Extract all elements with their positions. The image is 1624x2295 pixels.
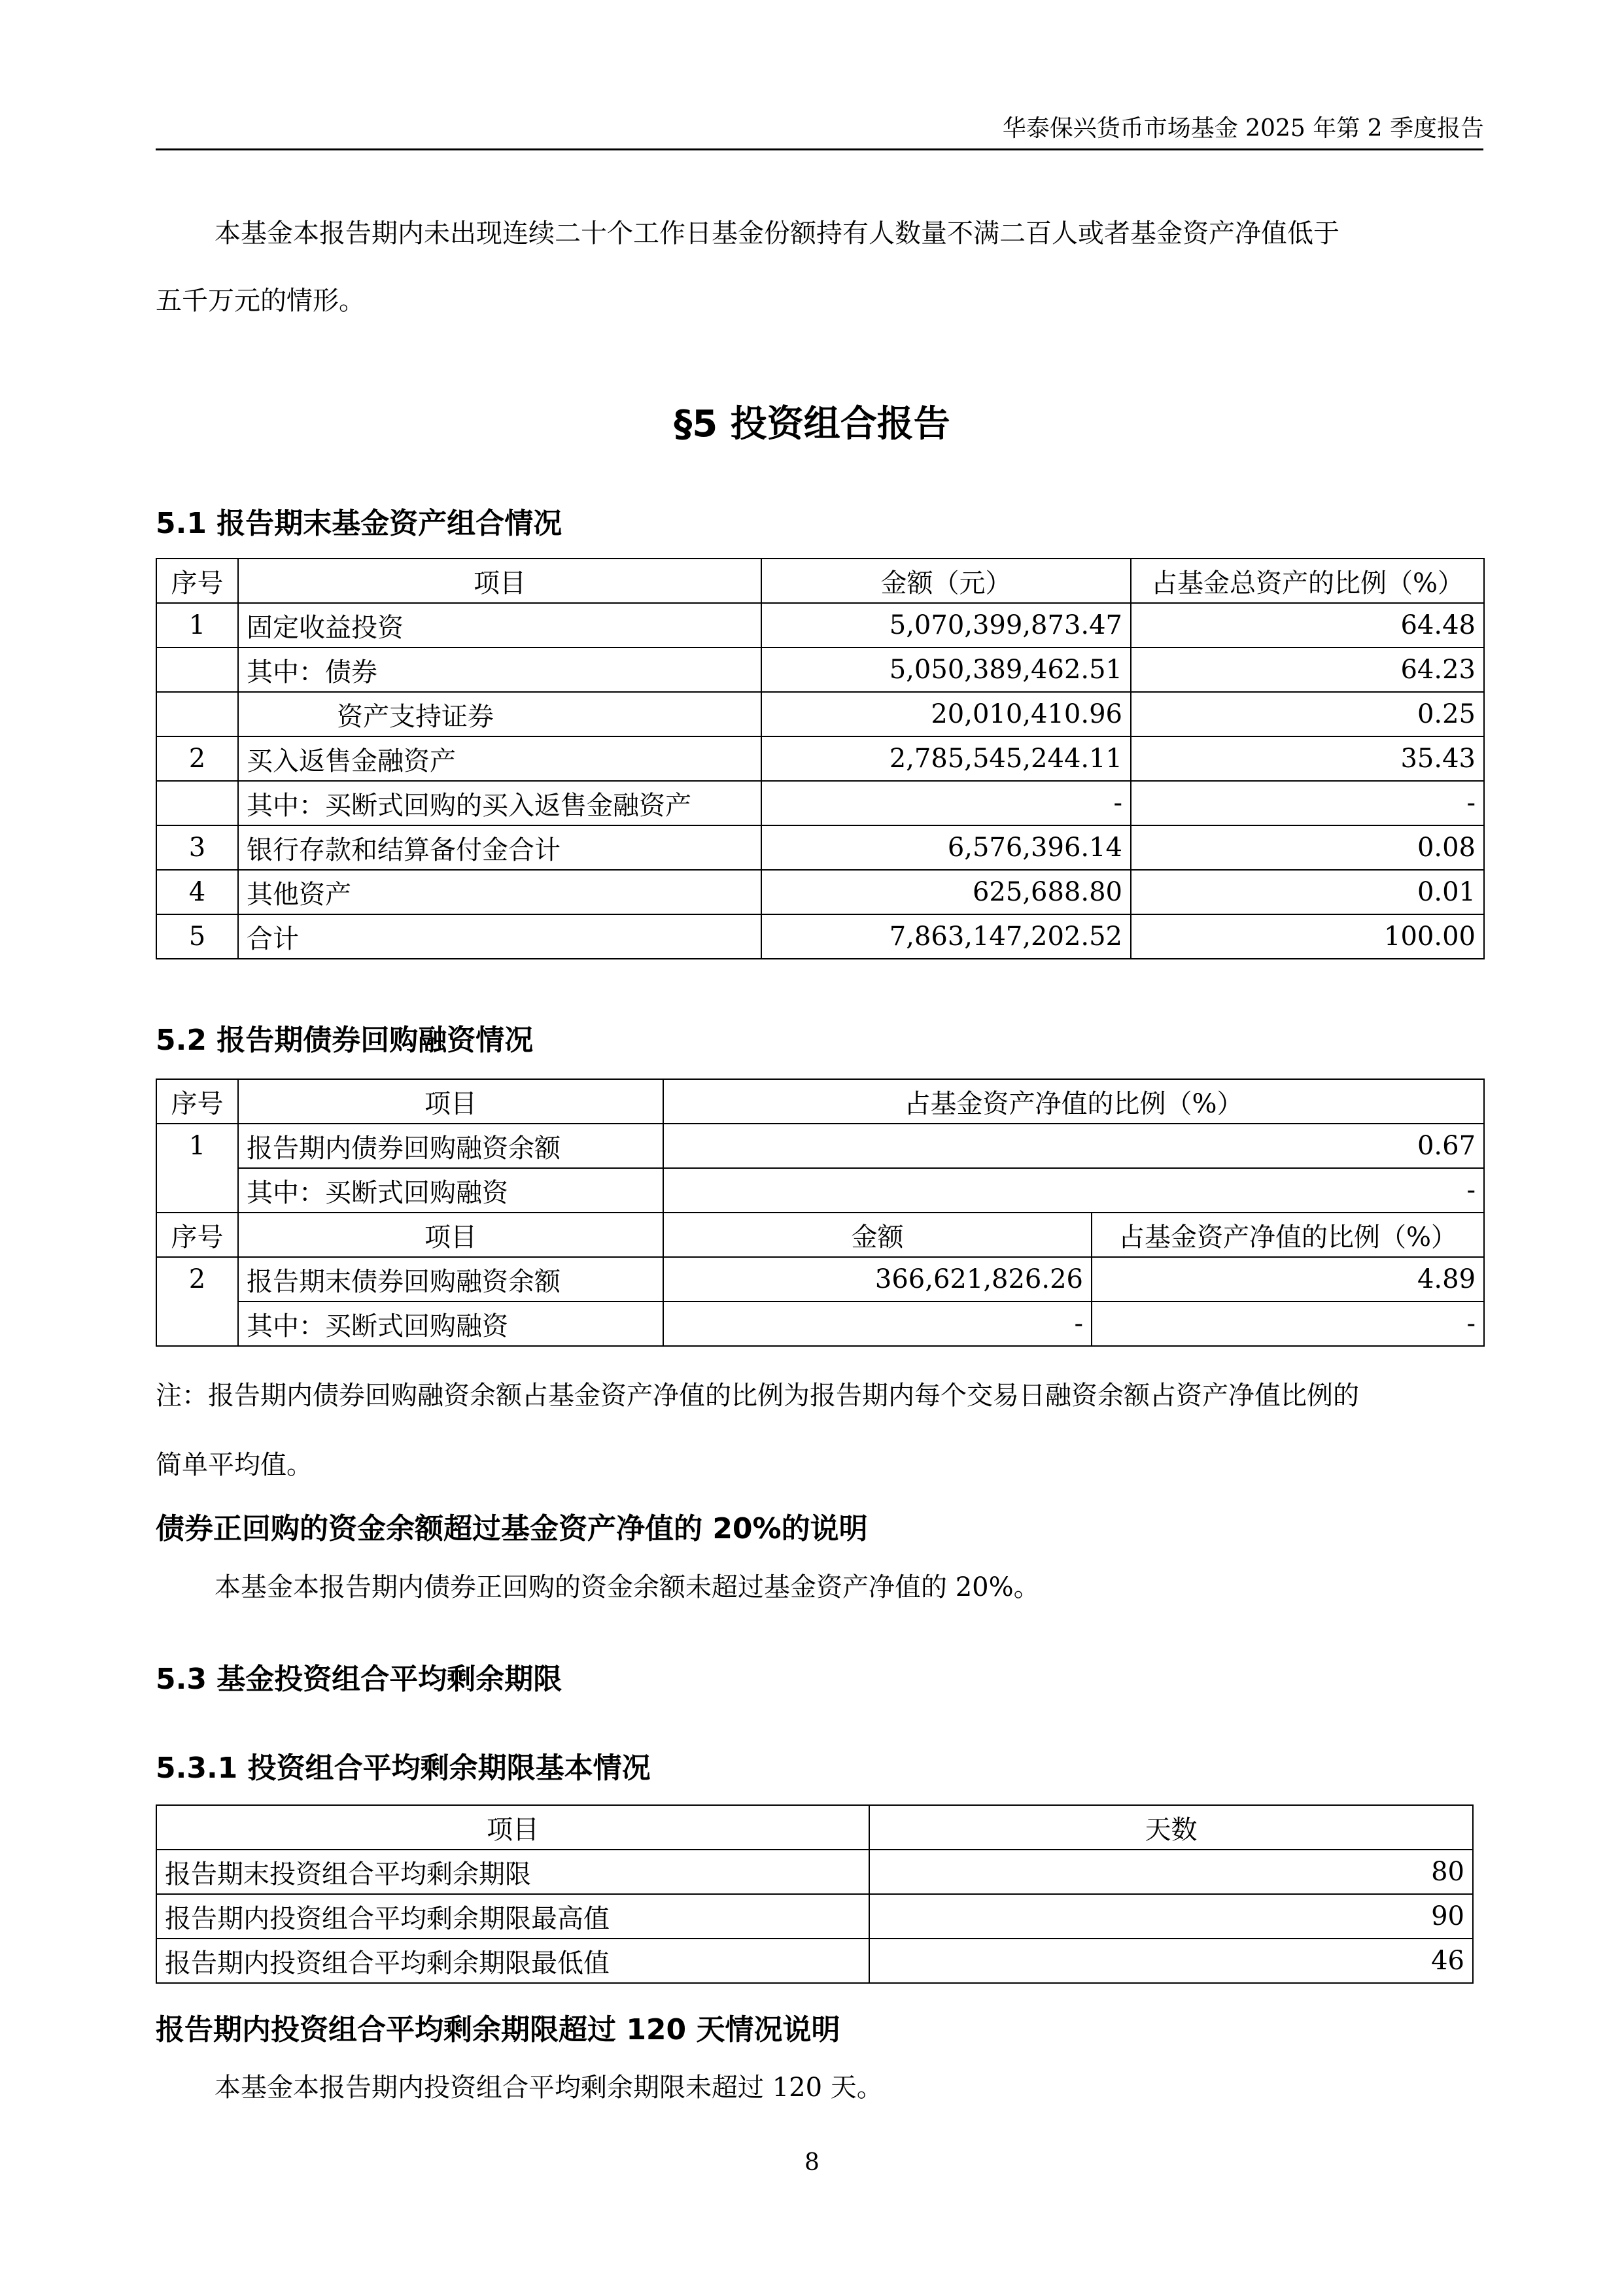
row-item: 其中：买断式回购融资 [238, 1302, 663, 1346]
asset-allocation-table [156, 558, 1485, 959]
row-item: 报告期内投资组合平均剩余期限最高值 [156, 1894, 869, 1939]
chapter-title: §5 投资组合报告 [674, 403, 950, 445]
row-item: 报告期内投资组合平均剩余期限最低值 [156, 1939, 869, 1983]
repo-explain-text: 本基金本报告期内债券正回购的资金余额未超过基金资产净值的 20%。 [215, 1572, 1040, 1602]
row-amount: 5,070,399,873.47 [761, 603, 1131, 647]
maturity-explain-text: 本基金本报告期内投资组合平均剩余期限未超过 120 天。 [215, 2073, 883, 2103]
col-header-item: 项目 [238, 559, 761, 603]
table-row [156, 1302, 1484, 1346]
col-header-no: 序号 [156, 559, 238, 603]
row-item: 银行存款和结算备付金合计 [238, 825, 761, 870]
table-row [156, 1257, 1484, 1302]
repo-financing-table [156, 1078, 1485, 1347]
row-amount: 7,863,147,202.52 [761, 914, 1131, 959]
table-row [156, 692, 1484, 736]
table-row [156, 914, 1484, 959]
row-item: 其中：买断式回购的买入返售金融资产 [238, 781, 761, 825]
table-header-row [156, 1079, 1484, 1124]
col-header-amount: 金额（元） [761, 559, 1131, 603]
row-no: 4 [156, 870, 238, 914]
row-amount: 625,688.80 [761, 870, 1131, 914]
section-5-1-heading: 5.1 报告期末基金资产组合情况 [156, 507, 562, 540]
row-amount: 6,576,396.14 [761, 825, 1131, 870]
row-no: 2 [156, 1257, 238, 1346]
row-item: 资产支持证券 [238, 692, 761, 736]
note-line-1: 注：报告期内债券回购融资余额占基金资产净值的比例为报告期内每个交易日融资余额占资产净值比例的 [156, 1381, 1359, 1411]
row-item: 报告期末债券回购融资余额 [238, 1257, 663, 1302]
row-item: 其他资产 [238, 870, 761, 914]
row-no: 1 [156, 1124, 238, 1213]
row-amount: 5,050,389,462.51 [761, 647, 1131, 692]
row-ratio: - [663, 1168, 1484, 1213]
row-amount: 366,621,826.26 [663, 1257, 1092, 1302]
row-ratio: - [1131, 781, 1484, 825]
row-days: 80 [869, 1850, 1473, 1894]
row-ratio: 64.48 [1131, 603, 1484, 647]
intro-line-2: 五千万元的情形。 [156, 286, 365, 316]
repo-explain-heading: 债券正回购的资金余额超过基金资产净值的 20%的说明 [156, 1512, 868, 1545]
table-header-row [156, 1213, 1484, 1257]
table-header-row [156, 559, 1484, 603]
row-no: 5 [156, 914, 238, 959]
row-no [156, 647, 238, 692]
table-row [156, 736, 1484, 781]
col-header-item: 项目 [156, 1805, 869, 1850]
row-ratio: 35.43 [1131, 736, 1484, 781]
col-header-ratio: 占基金总资产的比例（%） [1131, 559, 1484, 603]
col-header-item: 项目 [238, 1079, 663, 1124]
col-header-days: 天数 [869, 1805, 1473, 1850]
row-item: 合计 [238, 914, 761, 959]
row-ratio: 4.89 [1092, 1257, 1484, 1302]
row-item: 买入返售金融资产 [238, 736, 761, 781]
row-ratio: 100.00 [1131, 914, 1484, 959]
row-item: 报告期内债券回购融资余额 [238, 1124, 663, 1168]
table-row [156, 781, 1484, 825]
table-row [156, 1168, 1484, 1213]
row-days: 90 [869, 1894, 1473, 1939]
row-no: 3 [156, 825, 238, 870]
table-row [156, 825, 1484, 870]
table-header-row [156, 1805, 1473, 1850]
col-header-ratio: 占基金资产净值的比例（%） [663, 1079, 1484, 1124]
table-row [156, 870, 1484, 914]
row-item: 报告期末投资组合平均剩余期限 [156, 1850, 869, 1894]
col-header-no: 序号 [156, 1079, 238, 1124]
col-header-amount: 金额 [663, 1213, 1092, 1257]
row-no [156, 692, 238, 736]
section-5-2-heading: 5.2 报告期债券回购融资情况 [156, 1024, 534, 1057]
row-ratio: 0.01 [1131, 870, 1484, 914]
row-ratio: 0.67 [663, 1124, 1484, 1168]
intro-line-1: 本基金本报告期内未出现连续二十个工作日基金份额持有人数量不满二百人或者基金资产净值低于 [215, 218, 1339, 249]
table-row [156, 647, 1484, 692]
row-amount: 2,785,545,244.11 [761, 736, 1131, 781]
section-5-3-1-heading: 5.3.1 投资组合平均剩余期限基本情况 [156, 1751, 651, 1785]
table-row [156, 1124, 1484, 1168]
header-rule [156, 148, 1483, 150]
running-header: 华泰保兴货币市场基金 2025 年第 2 季度报告 [1002, 115, 1484, 142]
row-item: 其中：买断式回购融资 [238, 1168, 663, 1213]
row-no [156, 781, 238, 825]
row-ratio: 0.25 [1131, 692, 1484, 736]
col-header-no: 序号 [156, 1213, 238, 1257]
row-ratio: 64.23 [1131, 647, 1484, 692]
row-amount: - [663, 1302, 1092, 1346]
row-days: 46 [869, 1939, 1473, 1983]
average-maturity-table [156, 1804, 1474, 1984]
row-item: 其中：债券 [238, 647, 761, 692]
row-ratio: - [1092, 1302, 1484, 1346]
row-no: 2 [156, 736, 238, 781]
row-no: 1 [156, 603, 238, 647]
row-ratio: 0.08 [1131, 825, 1484, 870]
table-row [156, 1894, 1473, 1939]
row-amount: - [761, 781, 1131, 825]
note-line-2: 简单平均值。 [156, 1450, 313, 1480]
table-row [156, 1939, 1473, 1983]
table-row [156, 603, 1484, 647]
row-amount: 20,010,410.96 [761, 692, 1131, 736]
section-5-3-heading: 5.3 基金投资组合平均剩余期限 [156, 1663, 562, 1696]
page-number: 8 [804, 2149, 820, 2176]
row-item: 固定收益投资 [238, 603, 761, 647]
col-header-item: 项目 [238, 1213, 663, 1257]
maturity-explain-heading: 报告期内投资组合平均剩余期限超过 120 天情况说明 [156, 2013, 840, 2046]
col-header-ratio: 占基金资产净值的比例（%） [1092, 1213, 1484, 1257]
table-row [156, 1850, 1473, 1894]
